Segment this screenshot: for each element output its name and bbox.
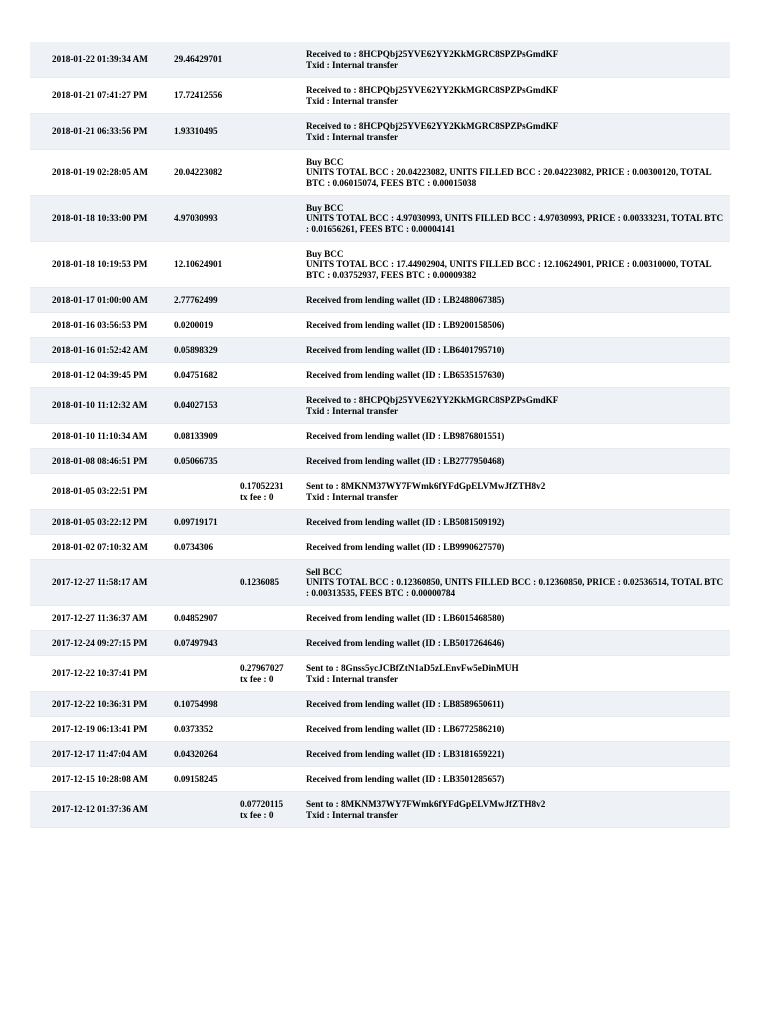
description-line: Received to : 8HCPQbj25YVE62YY2KkMGRC8SPZPsGmdKF [306,85,559,95]
amount-in-cell: 0.05898329 [174,344,218,355]
amount-in-cell: 0.09719171 [174,516,218,527]
date-cell: 2018-01-19 02:28:05 AM [52,167,148,178]
date-cell: 2018-01-10 11:12:32 AM [52,400,148,411]
amount-in-cell: 0.04852907 [174,612,218,623]
amount-out-cell [240,78,302,114]
date-cell: 2018-01-22 01:39:34 AM [52,54,148,65]
description-line: Received from lending wallet (ID : LB9990627570) [306,541,505,552]
amount-out-cell [240,792,302,828]
amount-out-cell [240,114,302,150]
table-row [30,510,730,535]
date-cell: 2018-01-12 04:39:45 PM [52,369,148,380]
description-line: Txid : Internal transfer [306,673,399,684]
amount-in-cell: 0.05066735 [174,455,218,466]
description-line: Received from lending wallet (ID : LB9876801551) [306,430,505,441]
description-line: Received from lending wallet (ID : LB6015468580) [306,612,505,623]
table-row [30,150,730,196]
description-cell [302,742,730,767]
amount-out-cell [240,742,302,767]
date-cell: 2018-01-05 03:22:51 PM [52,486,148,497]
date-cell: 2018-01-08 08:46:51 PM [52,455,148,466]
amount-out-cell [240,656,302,692]
amount-in-cell: 12.10624901 [174,259,223,270]
description-line: Sent to : 8MKNM37WY7FWmk6fYFdGpELVMwJfZTH8v2 [306,799,546,809]
description-line: Received from lending wallet (ID : LB3181659221) [306,748,505,759]
date-cell: 2018-01-18 10:19:53 PM [52,259,148,270]
amount-out-cell [240,535,302,560]
date-cell: 2017-12-19 06:13:41 PM [52,723,148,734]
description-line: Txid : Internal transfer [306,405,399,416]
table-row [30,313,730,338]
description-line: Received from lending wallet (ID : LB2488067385) [306,294,505,305]
table-row [30,114,730,150]
amount-in-cell [170,474,240,510]
amount-out-cell [240,510,302,535]
description-cell [302,196,730,242]
amount-in-cell: 0.04751682 [174,369,218,380]
amount-out-cell [240,242,302,288]
description-cell [302,363,730,388]
amount-out-cell [240,196,302,242]
date-cell: 2018-01-02 07:10:32 AM [52,541,148,552]
amount-out-value: 0.27967027 [240,663,284,673]
date-cell: 2017-12-27 11:36:37 AM [52,612,148,623]
description-cell [302,42,730,78]
description-line: Received to : 8HCPQbj25YVE62YY2KkMGRC8SPZPsGmdKF [306,121,559,131]
description-line: Buy BCC [306,202,344,213]
description-cell [302,388,730,424]
date-cell: 2018-01-21 07:41:27 PM [52,90,148,101]
description-line: Sent to : 8MKNM37WY7FWmk6fYFdGpELVMwJfZTH8v2 [306,481,546,491]
description-line: Txid : Internal transfer [306,491,399,502]
description-cell [302,474,730,510]
description-line: Received from lending wallet (ID : LB9200158506) [306,319,505,330]
amount-out-cell [240,692,302,717]
table-row [30,560,730,606]
amount-out-cell [240,474,302,510]
amount-out-cell [240,338,302,363]
description-cell [302,606,730,631]
description-line: Received from lending wallet (ID : LB6772586210) [306,723,505,734]
description-line: Received from lending wallet (ID : LB8589650611) [306,698,504,709]
amount-out-cell [240,631,302,656]
amount-in-cell [170,792,240,828]
description-cell [302,535,730,560]
amount-out-cell [240,449,302,474]
description-cell [302,692,730,717]
tx-fee-value: tx fee : 0 [240,809,274,820]
table-row [30,196,730,242]
amount-in-cell: 1.93310495 [174,126,218,137]
amount-in-cell: 0.07497943 [174,637,218,648]
table-row [30,792,730,828]
description-line: UNITS TOTAL BCC : 20.04223082, UNITS FILLED BCC : 20.04223082, PRICE : 0.00300120, TOTAL BTC : 0.06015074, FEES BTC : 0.00015038 [306,167,712,188]
date-cell: 2017-12-27 11:58:17 AM [52,577,148,588]
date-cell: 2017-12-17 11:47:04 AM [52,748,148,759]
description-cell [302,560,730,606]
table-row [30,767,730,792]
table-row [30,242,730,288]
date-cell: 2017-12-15 10:28:08 AM [52,773,148,784]
amount-in-cell: 0.10754998 [174,698,218,709]
amount-in-cell [170,656,240,692]
amount-out-cell [240,767,302,792]
table-row [30,656,730,692]
amount-in-cell: 20.04223082 [174,167,223,178]
description-line: UNITS TOTAL BCC : 17.44902904, UNITS FILLED BCC : 12.10624901, PRICE : 0.00310000, TOTAL BTC : 0.03752937, FEES BTC : 0.00009382 [306,259,712,280]
description-line: Txid : Internal transfer [306,59,399,70]
date-cell: 2018-01-10 11:10:34 AM [52,430,148,441]
amount-out-cell [240,388,302,424]
description-cell [302,656,730,692]
amount-out-cell [240,288,302,313]
description-line: Received from lending wallet (ID : LB2777950468) [306,455,505,466]
description-line: Buy BCC [306,156,344,167]
amount-in-cell: 0.08133909 [174,430,218,441]
table-row [30,474,730,510]
transaction-rows [30,42,730,828]
description-cell [302,313,730,338]
amount-in-cell: 0.0200019 [174,319,214,330]
description-cell [302,114,730,150]
description-line: UNITS TOTAL BCC : 0.12360850, UNITS FILLED BCC : 0.12360850, PRICE : 0.02536514, TOTAL BTC : 0.00313535, FEES BTC : 0.00000784 [306,577,724,598]
amount-in-cell: 0.04320264 [174,748,218,759]
description-line: Received from lending wallet (ID : LB5081509192) [306,516,505,527]
amount-out-value: 0.07720115 [240,799,284,809]
description-line: Received from lending wallet (ID : LB6401795710) [306,344,505,355]
description-cell [302,338,730,363]
amount-out-cell [240,560,302,606]
description-line: Received from lending wallet (ID : LB3501285657) [306,773,505,784]
amount-in-cell [170,560,240,606]
date-cell: 2018-01-16 01:52:42 AM [52,344,148,355]
amount-in-cell: 2.77762499 [174,294,218,305]
description-cell [302,424,730,449]
date-cell: 2017-12-22 10:37:41 PM [52,668,148,679]
amount-in-cell: 29.46429701 [174,54,223,65]
description-line: Received from lending wallet (ID : LB6535157630) [306,369,505,380]
date-cell: 2018-01-17 01:00:00 AM [52,294,148,305]
table-row [30,388,730,424]
description-line: UNITS TOTAL BCC : 4.97030993, UNITS FILLED BCC : 4.97030993, PRICE : 0.00333231, TOTAL BTC : 0.01656261, FEES BTC : 0.00004141 [306,213,724,234]
table-row [30,449,730,474]
transaction-history-table [30,42,730,828]
amount-out-cell [240,717,302,742]
date-cell: 2017-12-12 01:37:36 AM [52,804,148,815]
table-row [30,338,730,363]
amount-out-cell [240,424,302,449]
amount-in-cell: 0.09158245 [174,773,218,784]
description-line: Txid : Internal transfer [306,95,399,106]
table-row [30,288,730,313]
date-cell: 2018-01-05 03:22:12 PM [52,516,148,527]
table-row [30,363,730,388]
amount-out-cell [240,313,302,338]
amount-in-cell: 0.0734306 [174,541,214,552]
table-row [30,606,730,631]
table-row [30,42,730,78]
amount-out-cell [240,42,302,78]
table-row [30,717,730,742]
date-cell: 2017-12-24 09:27:15 PM [52,637,148,648]
description-cell [302,288,730,313]
amount-out-value: 0.1236085 [240,577,280,588]
amount-in-cell: 0.04027153 [174,400,218,411]
description-line: Txid : Internal transfer [306,809,399,820]
description-line: Received from lending wallet (ID : LB5017264646) [306,637,505,648]
description-line: Buy BCC [306,248,344,259]
amount-in-cell: 0.0373352 [174,723,214,734]
table-row [30,692,730,717]
description-line: Received to : 8HCPQbj25YVE62YY2KkMGRC8SPZPsGmdKF [306,49,559,59]
description-line: Received to : 8HCPQbj25YVE62YY2KkMGRC8SPZPsGmdKF [306,395,559,405]
date-cell: 2018-01-21 06:33:56 PM [52,126,148,137]
description-cell [302,510,730,535]
description-line: Sell BCC [306,566,342,577]
date-cell: 2018-01-18 10:33:00 PM [52,213,148,224]
description-cell [302,767,730,792]
description-cell [302,792,730,828]
table-row [30,631,730,656]
table-row [30,424,730,449]
table-row [30,742,730,767]
table-row [30,535,730,560]
description-cell [302,449,730,474]
tx-fee-value: tx fee : 0 [240,673,274,684]
date-cell: 2018-01-16 03:56:53 PM [52,319,148,330]
description-cell [302,631,730,656]
amount-in-cell: 4.97030993 [174,213,218,224]
description-line: Sent to : 8Gnss5ycJCBfZtN1aD5zLEnvFw5eDinMUH [306,663,519,673]
date-cell: 2017-12-22 10:36:31 PM [52,698,148,709]
description-cell [302,242,730,288]
amount-out-value: 0.17052231 [240,481,284,491]
tx-fee-value: tx fee : 0 [240,491,274,502]
amount-out-cell [240,150,302,196]
amount-out-cell [240,363,302,388]
amount-out-cell [240,606,302,631]
description-cell [302,717,730,742]
description-cell [302,150,730,196]
table-row [30,78,730,114]
amount-in-cell: 17.72412556 [174,90,223,101]
description-cell [302,78,730,114]
description-line: Txid : Internal transfer [306,131,399,142]
